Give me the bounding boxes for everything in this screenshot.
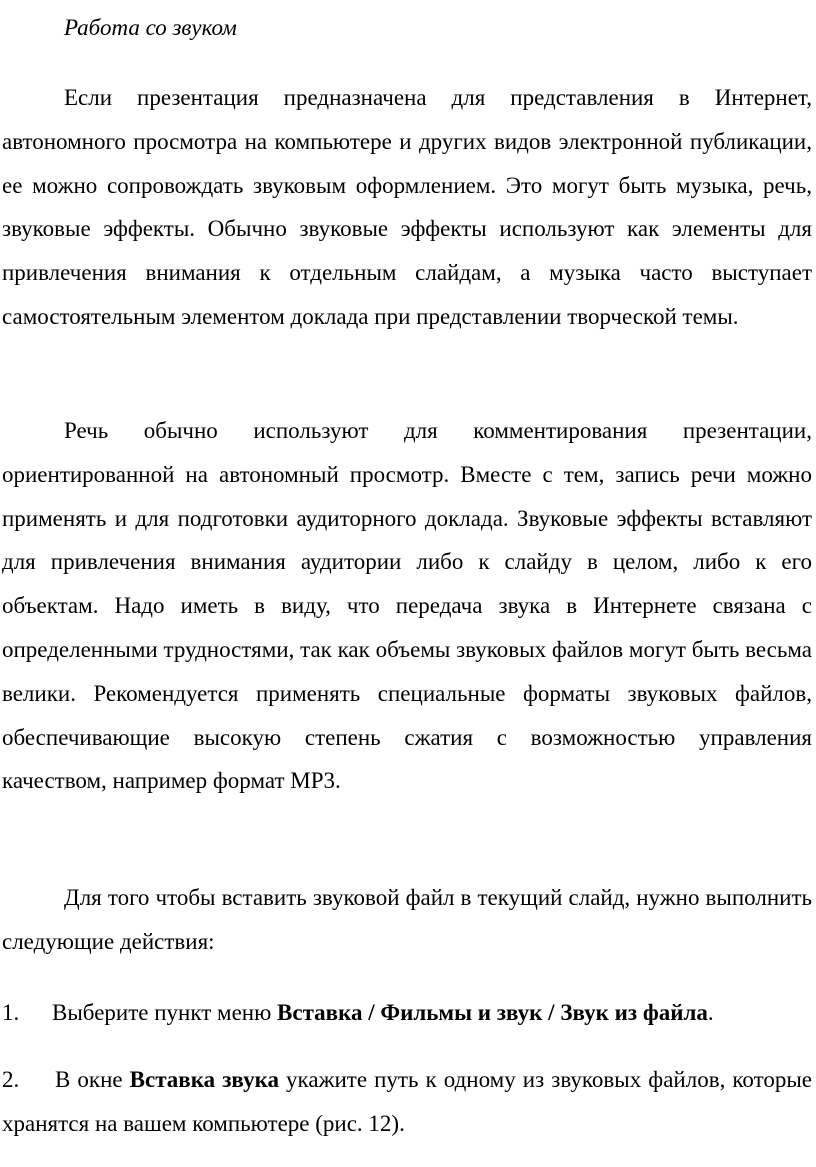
list-item-number: 1. [2, 1000, 20, 1025]
list-item [2, 1058, 812, 1146]
paragraph-intro: Если презентация предназначена для представления в Интернет, автономного просмотра на компьютере и других видов электронной публикации, ее можно сопровождать звуковым оформлением. Это могут быть музыка, речь, звуковые эффекты. Обычно звуковые эффекты используют как элементы для привлечения внимания к отдельным слайдам, а музыка часто выступает самостоятельным элементом доклада при представлении творческой темы. [2, 85, 812, 329]
list-item-number: 2. [2, 1067, 20, 1092]
list-item-bold-text: Вставка / Фильмы и звук / Звук из файла [277, 1000, 708, 1025]
list-item-text-end: укажите путь к одному из звуковых файлов, которые хранятся на вашем компьютере (рис. 12). [2, 1067, 812, 1136]
list-item-text: В окне [55, 1067, 130, 1092]
section-title: Работа со звуком [64, 15, 237, 40]
list-item-text-end: . [707, 1000, 714, 1025]
paragraph-speech: Речь обычно используют для комментирования презентации, ориентированной на автономный просмотр. Вместе с тем, запись речи можно применять и для подготовки аудиторного доклада. Звуковые эффекты вставляют для привлечения внимания аудитории либо к слайду в целом, либо к его объектам. Надо иметь в виду, что передача звука в Интернете связана с определенными трудностями, так как объемы звуковых файлов могут быть весьма велики. Рекомендуется применять специальные форматы звуковых файлов, обеспечивающие высокую степень сжатия с возможностью управления качеством, например формат MP3. [2, 418, 812, 794]
list-item-text: Выберите пункт меню [52, 1000, 278, 1025]
list-item [2, 991, 812, 1035]
paragraph-instructions: Для того чтобы вставить звуковой файл в текущий слайд, нужно выполнить следующие действия: [2, 885, 812, 954]
list-item-bold-text: Вставка звука [129, 1067, 279, 1092]
